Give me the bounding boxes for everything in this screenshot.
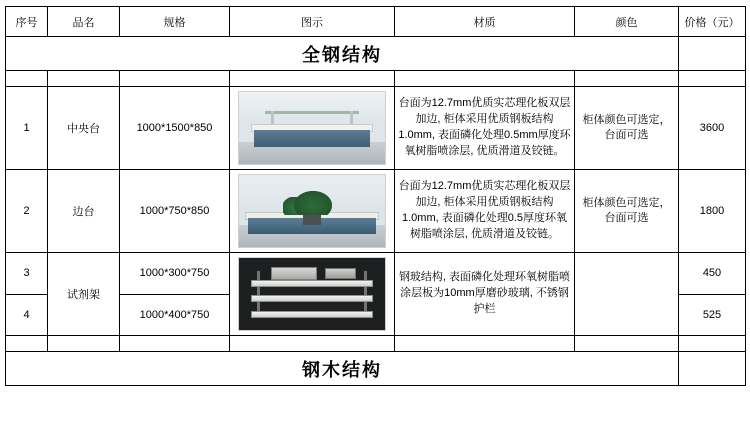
row-price: 1800: [679, 170, 746, 253]
row-spec: 1000*300*750: [120, 253, 230, 295]
row-color: [575, 253, 679, 336]
spacer-cell-3: [120, 71, 230, 87]
table-row: [6, 253, 746, 295]
header-price: 价格（元）: [679, 7, 746, 37]
row-image-cell: [230, 170, 395, 253]
photo-bench-body: [254, 130, 371, 147]
photo-shelf-middle: [251, 295, 374, 302]
row-material: 钢玻结构, 表面磷化处理环氧树脂喷涂层板为10mm厚磨砂玻璃, 不锈钢护栏: [395, 253, 575, 336]
table-row: [6, 170, 746, 253]
section-title-cell: [6, 352, 679, 386]
header-material: 材质: [395, 7, 575, 37]
spacer-cell-5: [395, 71, 575, 87]
section-row-steel: [6, 37, 746, 71]
row-color: 柜体颜色可选定，台面可选: [575, 170, 679, 253]
reagent-rack-photo: [238, 257, 386, 331]
spacer-cell-3: [120, 336, 230, 352]
photo-shelf-bottom: [251, 311, 374, 318]
spacer-cell-7: [679, 71, 746, 87]
photo-instrument-secondary: [325, 268, 356, 279]
spacer-row: [6, 71, 746, 87]
header-index: 序号: [6, 7, 48, 37]
row-price: 450: [679, 253, 746, 295]
photo-plant-pot: [303, 215, 321, 225]
photo-background: [239, 92, 385, 119]
row-material: 台面为12.7mm优质实芯理化板双层加边, 柜体采用优质钢板结构1.0mm, 表面磷化处理0.5厚度环氧树脂喷涂层, 优质滑道及铰链。: [395, 170, 575, 253]
row-spec: 1000*750*850: [120, 170, 230, 253]
row-index: 4: [6, 294, 48, 336]
photo-upright-left: [257, 271, 261, 317]
spacer-cell-1: [6, 336, 48, 352]
spacer-cell-7: [679, 336, 746, 352]
row-spec: 1000*400*750: [120, 294, 230, 336]
spacer-cell-6: [575, 71, 679, 87]
spacer-cell-2: [48, 71, 120, 87]
spacer-cell-2: [48, 336, 120, 352]
row-name: 中央台: [48, 87, 120, 170]
section-price-cell: [679, 352, 746, 386]
spacer-cell-4: [230, 71, 395, 87]
row-price: 3600: [679, 87, 746, 170]
photo-shelf-top: [251, 280, 374, 287]
row-index: 3: [6, 253, 48, 295]
row-spec: 1000*1500*850: [120, 87, 230, 170]
table-body: [6, 37, 746, 386]
side-bench-photo: [238, 174, 386, 248]
row-index: 1: [6, 87, 48, 170]
section-price-cell: [679, 37, 746, 71]
section-row-steel-wood: [6, 352, 746, 386]
header-row: [6, 7, 746, 37]
photo-instrument: [271, 267, 317, 281]
row-image-cell: [230, 87, 395, 170]
row-name: 试剂架: [48, 253, 120, 336]
photo-shelf: [265, 111, 358, 115]
spacer-cell-5: [395, 336, 575, 352]
product-price-table: [5, 6, 746, 386]
row-name: 边台: [48, 170, 120, 253]
header-color: 颜色: [575, 7, 679, 37]
row-image-cell: [230, 253, 395, 336]
row-index: 2: [6, 170, 48, 253]
header-image: 图示: [230, 7, 395, 37]
table-row: [6, 87, 746, 170]
header-name: 品名: [48, 7, 120, 37]
section-title-text: 全钢结构: [302, 44, 382, 65]
header-spec: 规格: [120, 7, 230, 37]
spacer-cell-4: [230, 336, 395, 352]
photo-upright-right: [364, 271, 368, 317]
photo-plant-leaf: [294, 191, 332, 215]
section-title-cell: [6, 37, 679, 71]
row-price: 525: [679, 294, 746, 336]
row-material: 台面为12.7mm优质实芯理化板双层加边, 柜体采用优质钢板结构1.0mm, 表面磷化处理0.5mm厚度环氧树脂喷涂层, 优质滑道及铰链。: [395, 87, 575, 170]
section-title-text: 钢木结构: [302, 359, 382, 380]
spacer-cell-1: [6, 71, 48, 87]
spacer-cell-6: [575, 336, 679, 352]
table-header: [6, 7, 746, 37]
row-color: 柜体颜色可选定，台面可选: [575, 87, 679, 170]
spacer-row: [6, 336, 746, 352]
central-bench-photo: [238, 91, 386, 165]
